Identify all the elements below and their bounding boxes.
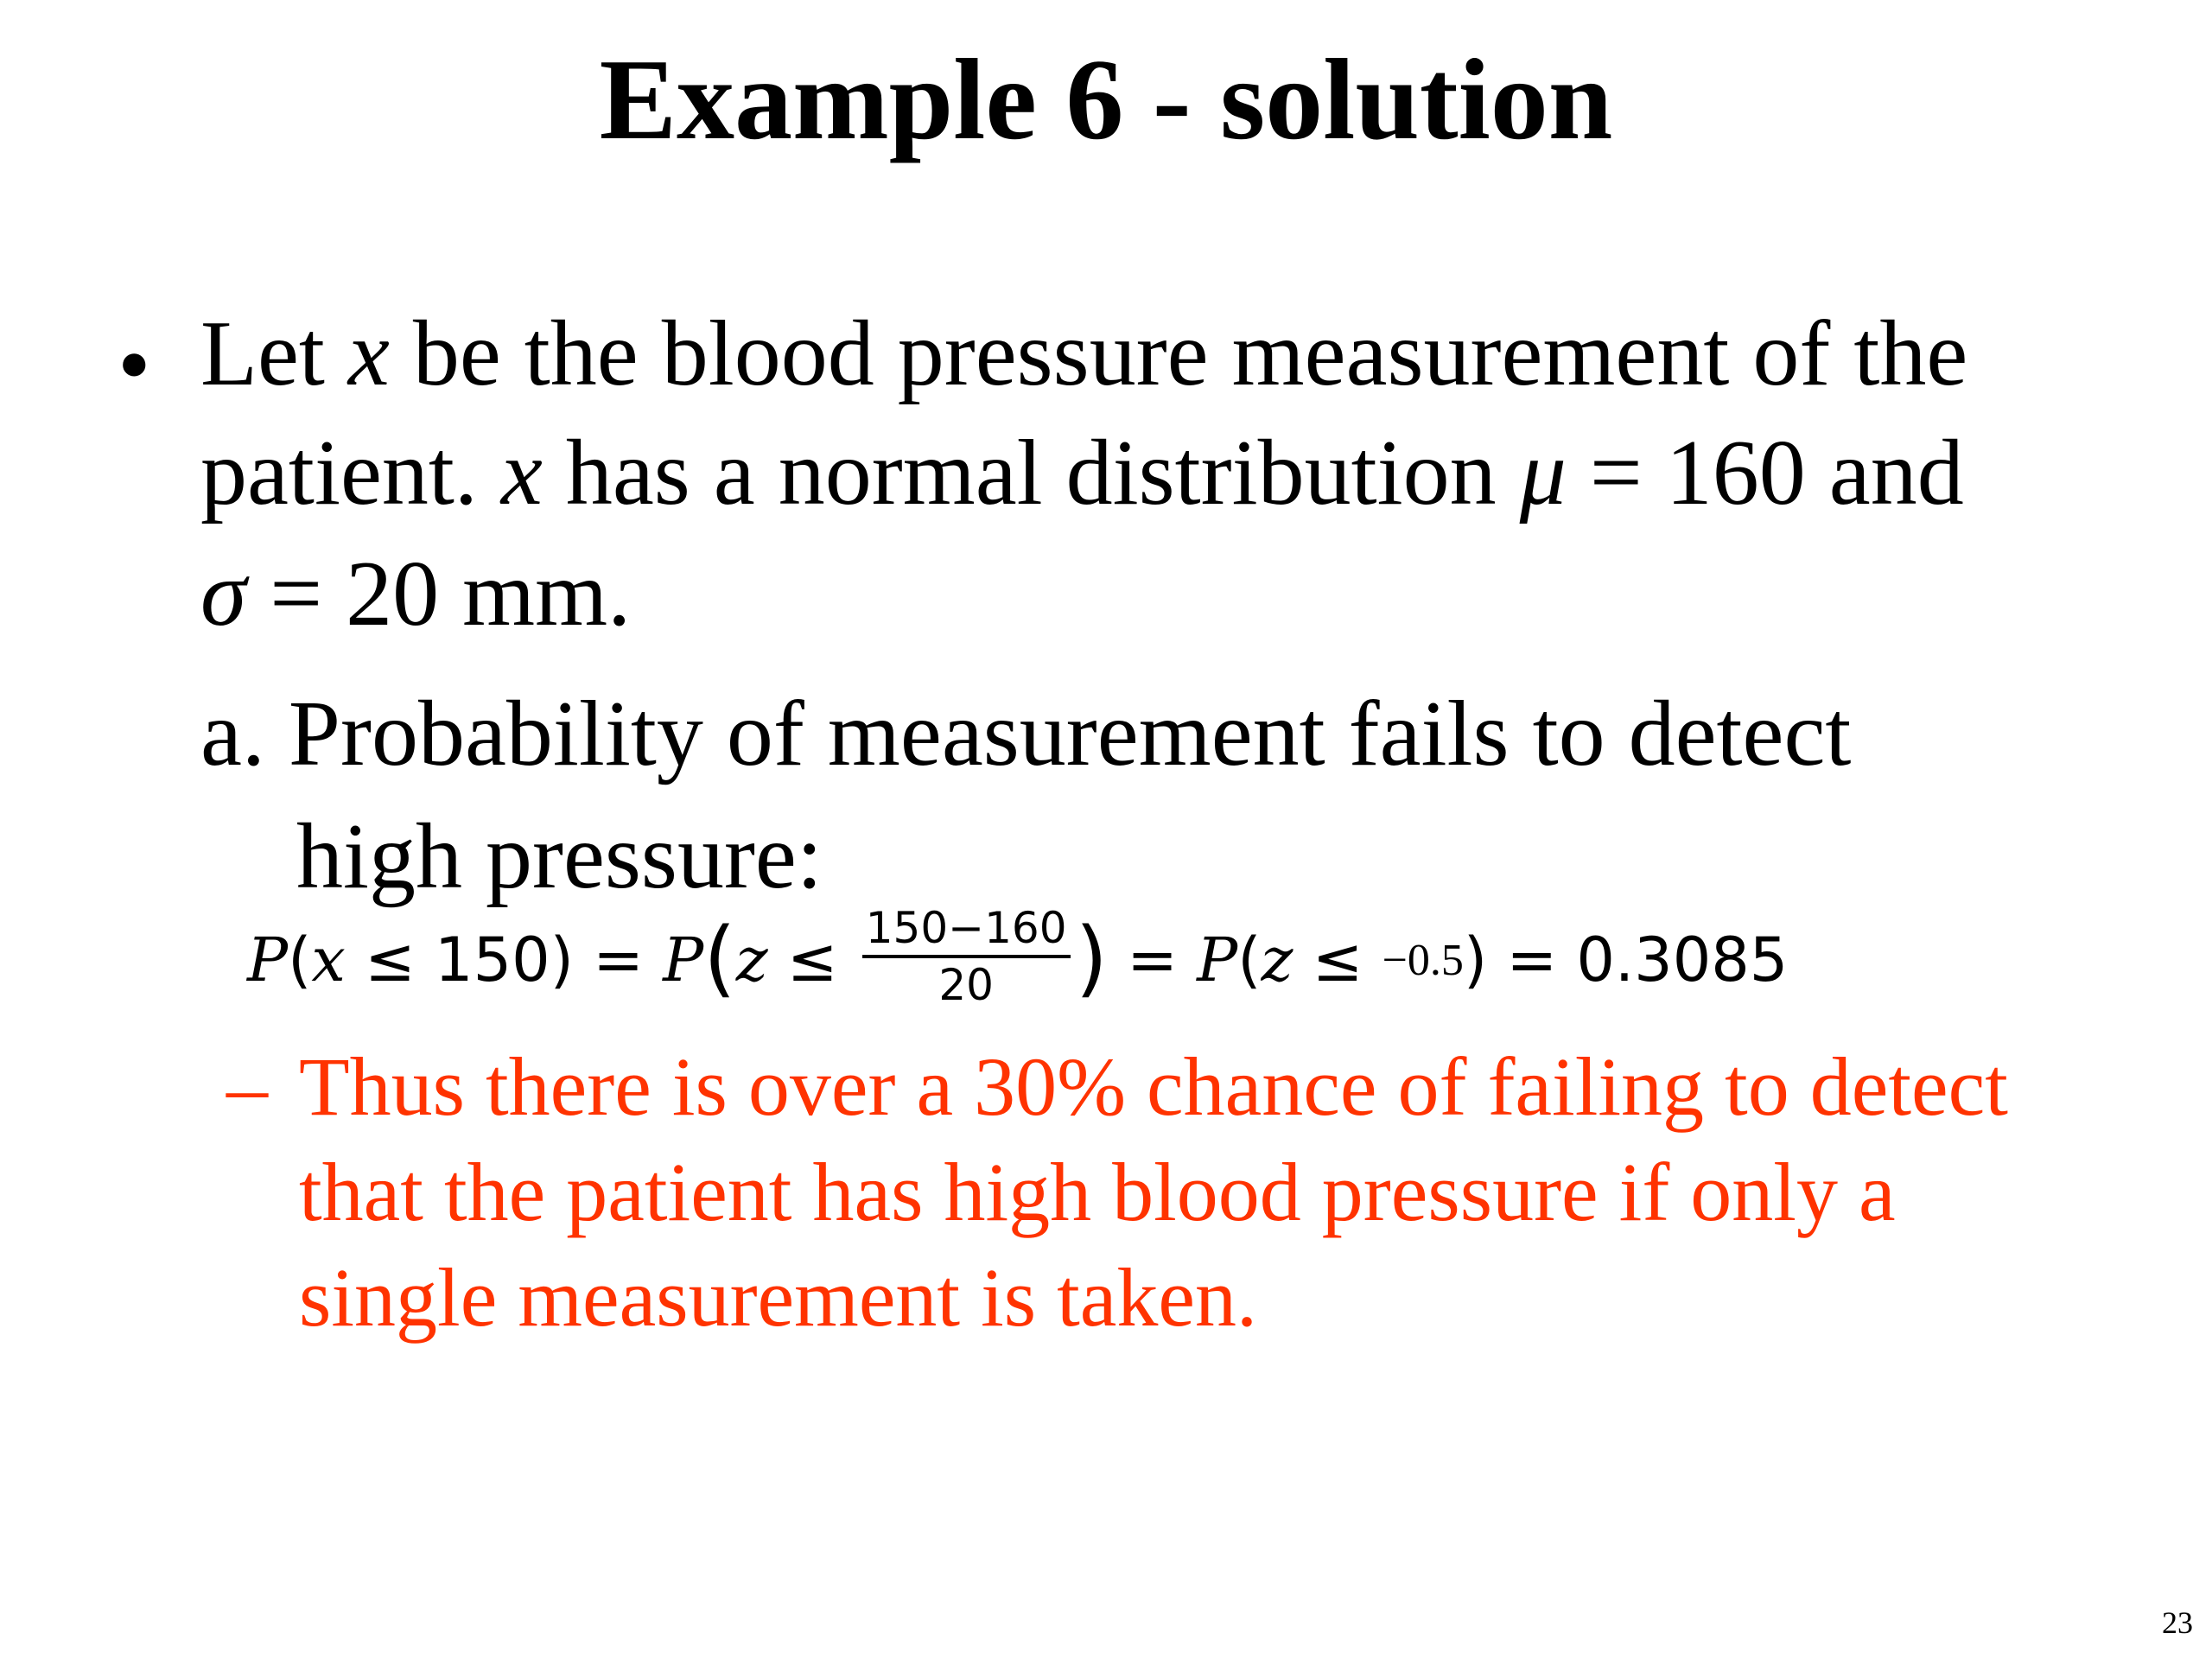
- conclusion-dash: –: [226, 1040, 268, 1133]
- intro-text: Let: [200, 302, 348, 405]
- part-a-line-1: a. Probability of measurement fails to detect: [200, 683, 1852, 785]
- eq-var-z: z: [1261, 925, 1294, 995]
- eq-text: ≤ 150) =: [345, 925, 664, 995]
- eq-var-x: x: [311, 925, 346, 995]
- variable-x: x: [347, 302, 390, 405]
- intro-line-1: [200, 294, 1967, 415]
- intro-text: patient.: [200, 422, 501, 524]
- intro-line-2: [200, 413, 1964, 534]
- eq-result: = 0.3085: [1487, 925, 1789, 995]
- eq-paren: ): [1463, 925, 1488, 995]
- intro-text: has a normal distribution: [542, 422, 1520, 524]
- conclusion-line-1: Thus there is over a 30% chance of failing to detect: [299, 1040, 2008, 1133]
- eq-leq: ≤: [1293, 925, 1382, 995]
- eq-big-paren-open: (: [703, 910, 736, 1007]
- intro-line-3: [200, 534, 631, 655]
- eq-big-paren-close: ): [1075, 910, 1108, 1007]
- eq-leq: ≤: [767, 925, 857, 995]
- eq-neg-value: −0.5: [1382, 935, 1464, 985]
- eq-P: P: [1197, 925, 1238, 995]
- intro-text: = 20 mm.: [246, 543, 632, 645]
- fraction-numerator: 150−160: [862, 903, 1071, 958]
- eq-P: P: [247, 925, 289, 995]
- intro-text: be the blood pressure measurement of the: [389, 302, 1968, 405]
- symbol-mu: μ: [1519, 422, 1567, 524]
- fraction-denominator: 20: [938, 960, 994, 1010]
- eq-equals: =: [1107, 925, 1198, 995]
- eq-paren: (: [1237, 925, 1262, 995]
- part-a-line-2: high pressure:: [296, 805, 823, 908]
- conclusion-line-2: that the patient has high blood pressure if only a: [299, 1146, 1896, 1238]
- eq-var-z: z: [735, 925, 768, 995]
- variable-x: x: [500, 422, 543, 524]
- slide-title: Example 6 - solution: [599, 35, 1613, 163]
- bullet-marker: •: [118, 312, 151, 417]
- intro-text: = 160 and: [1566, 422, 1964, 524]
- symbol-sigma: σ: [200, 543, 247, 645]
- conclusion-line-3: single measurement is taken.: [299, 1251, 1258, 1344]
- eq-paren: (: [288, 925, 312, 995]
- eq-P: P: [663, 925, 704, 995]
- page-number: 23: [2162, 1605, 2193, 1640]
- eq-fraction: [862, 903, 1071, 1010]
- probability-equation: [247, 904, 1788, 1016]
